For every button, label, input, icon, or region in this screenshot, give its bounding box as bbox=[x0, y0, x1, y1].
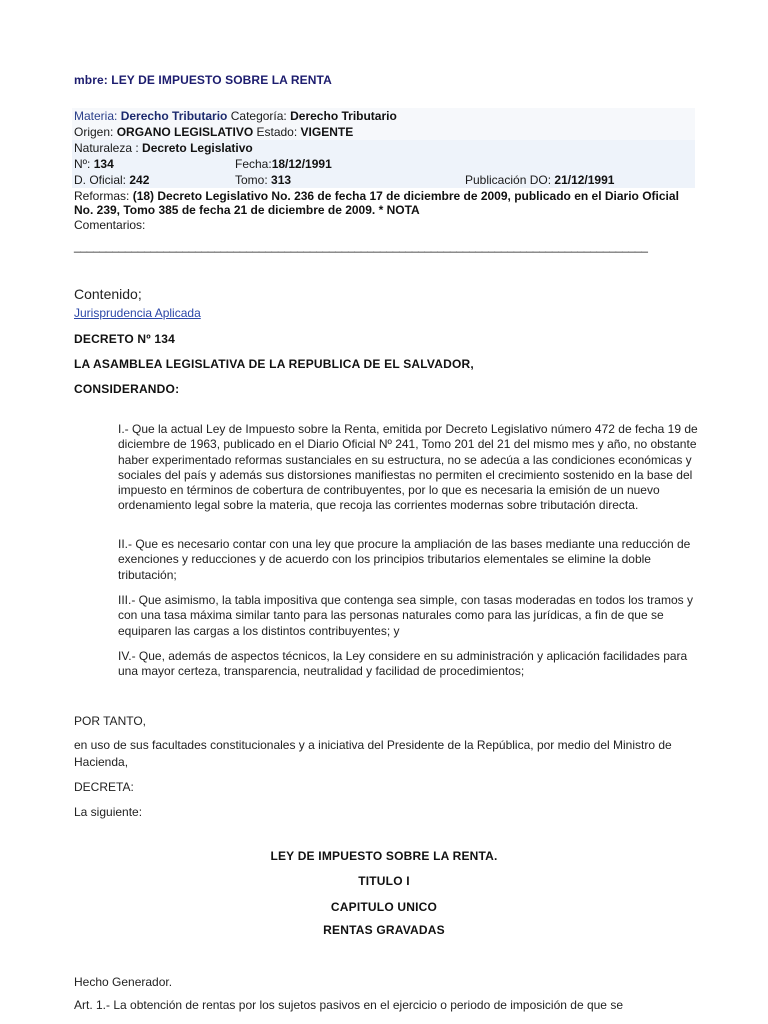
estado-label: Estado: bbox=[256, 125, 298, 139]
reformas-value: (18) Decreto Legislativo No. 236 de fecha 17 de diciembre de 2009, publicado en el Diario Oficial No. 239, Tomo 385 de fecha 21 de diciembre de 2009. * NOTA bbox=[74, 189, 679, 217]
rentas-heading: RENTAS GRAVADAS bbox=[323, 923, 445, 937]
reformas-label: Reformas: bbox=[74, 189, 130, 203]
categoria-value: Derecho Tributario bbox=[290, 109, 397, 123]
categoria-label: Categoría: bbox=[230, 109, 287, 123]
meta-row-comentarios bbox=[72, 217, 695, 232]
publicacion-label: Publicación DO: bbox=[465, 173, 552, 187]
separator-rule: __________________________________________________________________________________________ bbox=[74, 239, 648, 253]
considerando-paragraph-4: IV.- Que, además de aspectos técnicos, la Ley considere en su administración y aplicación facilidades para una mayor certeza, transparencia, neutralidad y facilidad de procedimientos; bbox=[118, 649, 688, 679]
capitulo-heading: CAPITULO UNICO bbox=[330, 900, 438, 914]
diario-label: D. Oficial: bbox=[74, 173, 127, 187]
comentarios-label: Comentarios: bbox=[74, 218, 146, 232]
por-tanto-text: POR TANTO, bbox=[74, 714, 147, 728]
diario-value: 242 bbox=[129, 173, 150, 187]
document-title: mbre: LEY DE IMPUESTO SOBRE LA RENTA bbox=[74, 73, 332, 87]
considerando-paragraph-1: I.- Que la actual Ley de Impuesto sobre la Renta, emitida por Decreto Legislativo número 472 de fecha 19 de diciembre de 1963, publicado en el Diario Oficial Nº 241, Tomo 201 del 21 del mismo mes y año, no obstante haber experimentado reformas sustanciales en su estructura, no se adecúa a las condiciones económicas y sociales del país y además sus distorsiones manifiestas no permiten el crecimiento sostenido en la base del impuesto en términos de cobertura de contribuyentes, por lo que es necesaria la emisión de un nuevo ordenamiento legal sobre la materia, que recoja las corrientes modernas sobre tributación directa. bbox=[118, 422, 698, 513]
numero-value: 134 bbox=[93, 157, 114, 171]
la-siguiente-text: La siguiente: bbox=[74, 805, 143, 819]
naturaleza-value: Decreto Legislativo bbox=[142, 141, 253, 155]
materia-label: Materia: bbox=[74, 109, 118, 123]
considerando-heading: CONSIDERANDO: bbox=[74, 382, 180, 396]
en-uso-text: en uso de sus facultades constitucionales y a iniciativa del Presidente de la República, por medio del Ministro de Hacienda, bbox=[74, 738, 672, 769]
ley-title: LEY DE IMPUESTO SOBRE LA RENTA. bbox=[270, 849, 498, 863]
considerando-paragraph-2: II.- Que es necesario contar con una ley que procure la ampliación de las bases mediante una reducción de exenciones y reducciones y de acuerdo con los principios tributarios elementales se elimine la doble tributación; bbox=[118, 537, 691, 582]
meta-row-materia bbox=[72, 108, 695, 124]
naturaleza-label: Naturaleza : bbox=[74, 141, 139, 155]
materia-value: Derecho Tributario bbox=[120, 109, 228, 123]
tomo-value: 313 bbox=[271, 173, 292, 187]
contenido-heading: Contenido; bbox=[74, 286, 142, 302]
tomo-label: Tomo: bbox=[235, 173, 268, 187]
meta-row-origen bbox=[72, 124, 695, 140]
titulo-heading: TITULO I bbox=[358, 874, 410, 888]
publicacion-value: 21/12/1991 bbox=[554, 173, 615, 187]
asamblea-heading: LA ASAMBLEA LEGISLATIVA DE LA REPUBLICA DE EL SALVADOR, bbox=[74, 357, 474, 371]
fecha-value: 18/12/1991 bbox=[271, 157, 332, 171]
origen-value: ORGANO LEGISLATIVO bbox=[116, 125, 254, 139]
meta-row-reformas bbox=[72, 188, 695, 217]
meta-row-numero bbox=[72, 156, 695, 172]
decreta-text: DECRETA: bbox=[74, 780, 134, 794]
numero-label: Nº: bbox=[74, 157, 91, 171]
meta-row-naturaleza bbox=[72, 140, 695, 156]
estado-value: VIGENTE bbox=[300, 125, 354, 139]
considerando-paragraph-3: III.- Que asimismo, la tabla impositiva que contenga sea simple, con tasas moderadas en todos los tramos y con una tasa máxima similar tanto para las personas naturales como para las jurídicas, a fin de que se equiparen las cargas a los distintos contribuyentes; y bbox=[118, 593, 693, 638]
hecho-generador-text: Hecho Generador. bbox=[74, 975, 173, 989]
origen-label: Origen: bbox=[74, 125, 114, 139]
article-1-text: Art. 1.- La obtención de rentas por los sujetos pasivos en el ejercicio o periodo de imposición de que se bbox=[74, 998, 623, 1012]
fecha-label: Fecha: bbox=[235, 157, 272, 171]
decreto-heading: DECRETO Nº 134 bbox=[74, 332, 175, 346]
metadata-table bbox=[72, 108, 695, 232]
meta-row-diario bbox=[72, 172, 695, 188]
jurisprudencia-link[interactable]: Jurisprudencia Aplicada bbox=[74, 306, 201, 320]
